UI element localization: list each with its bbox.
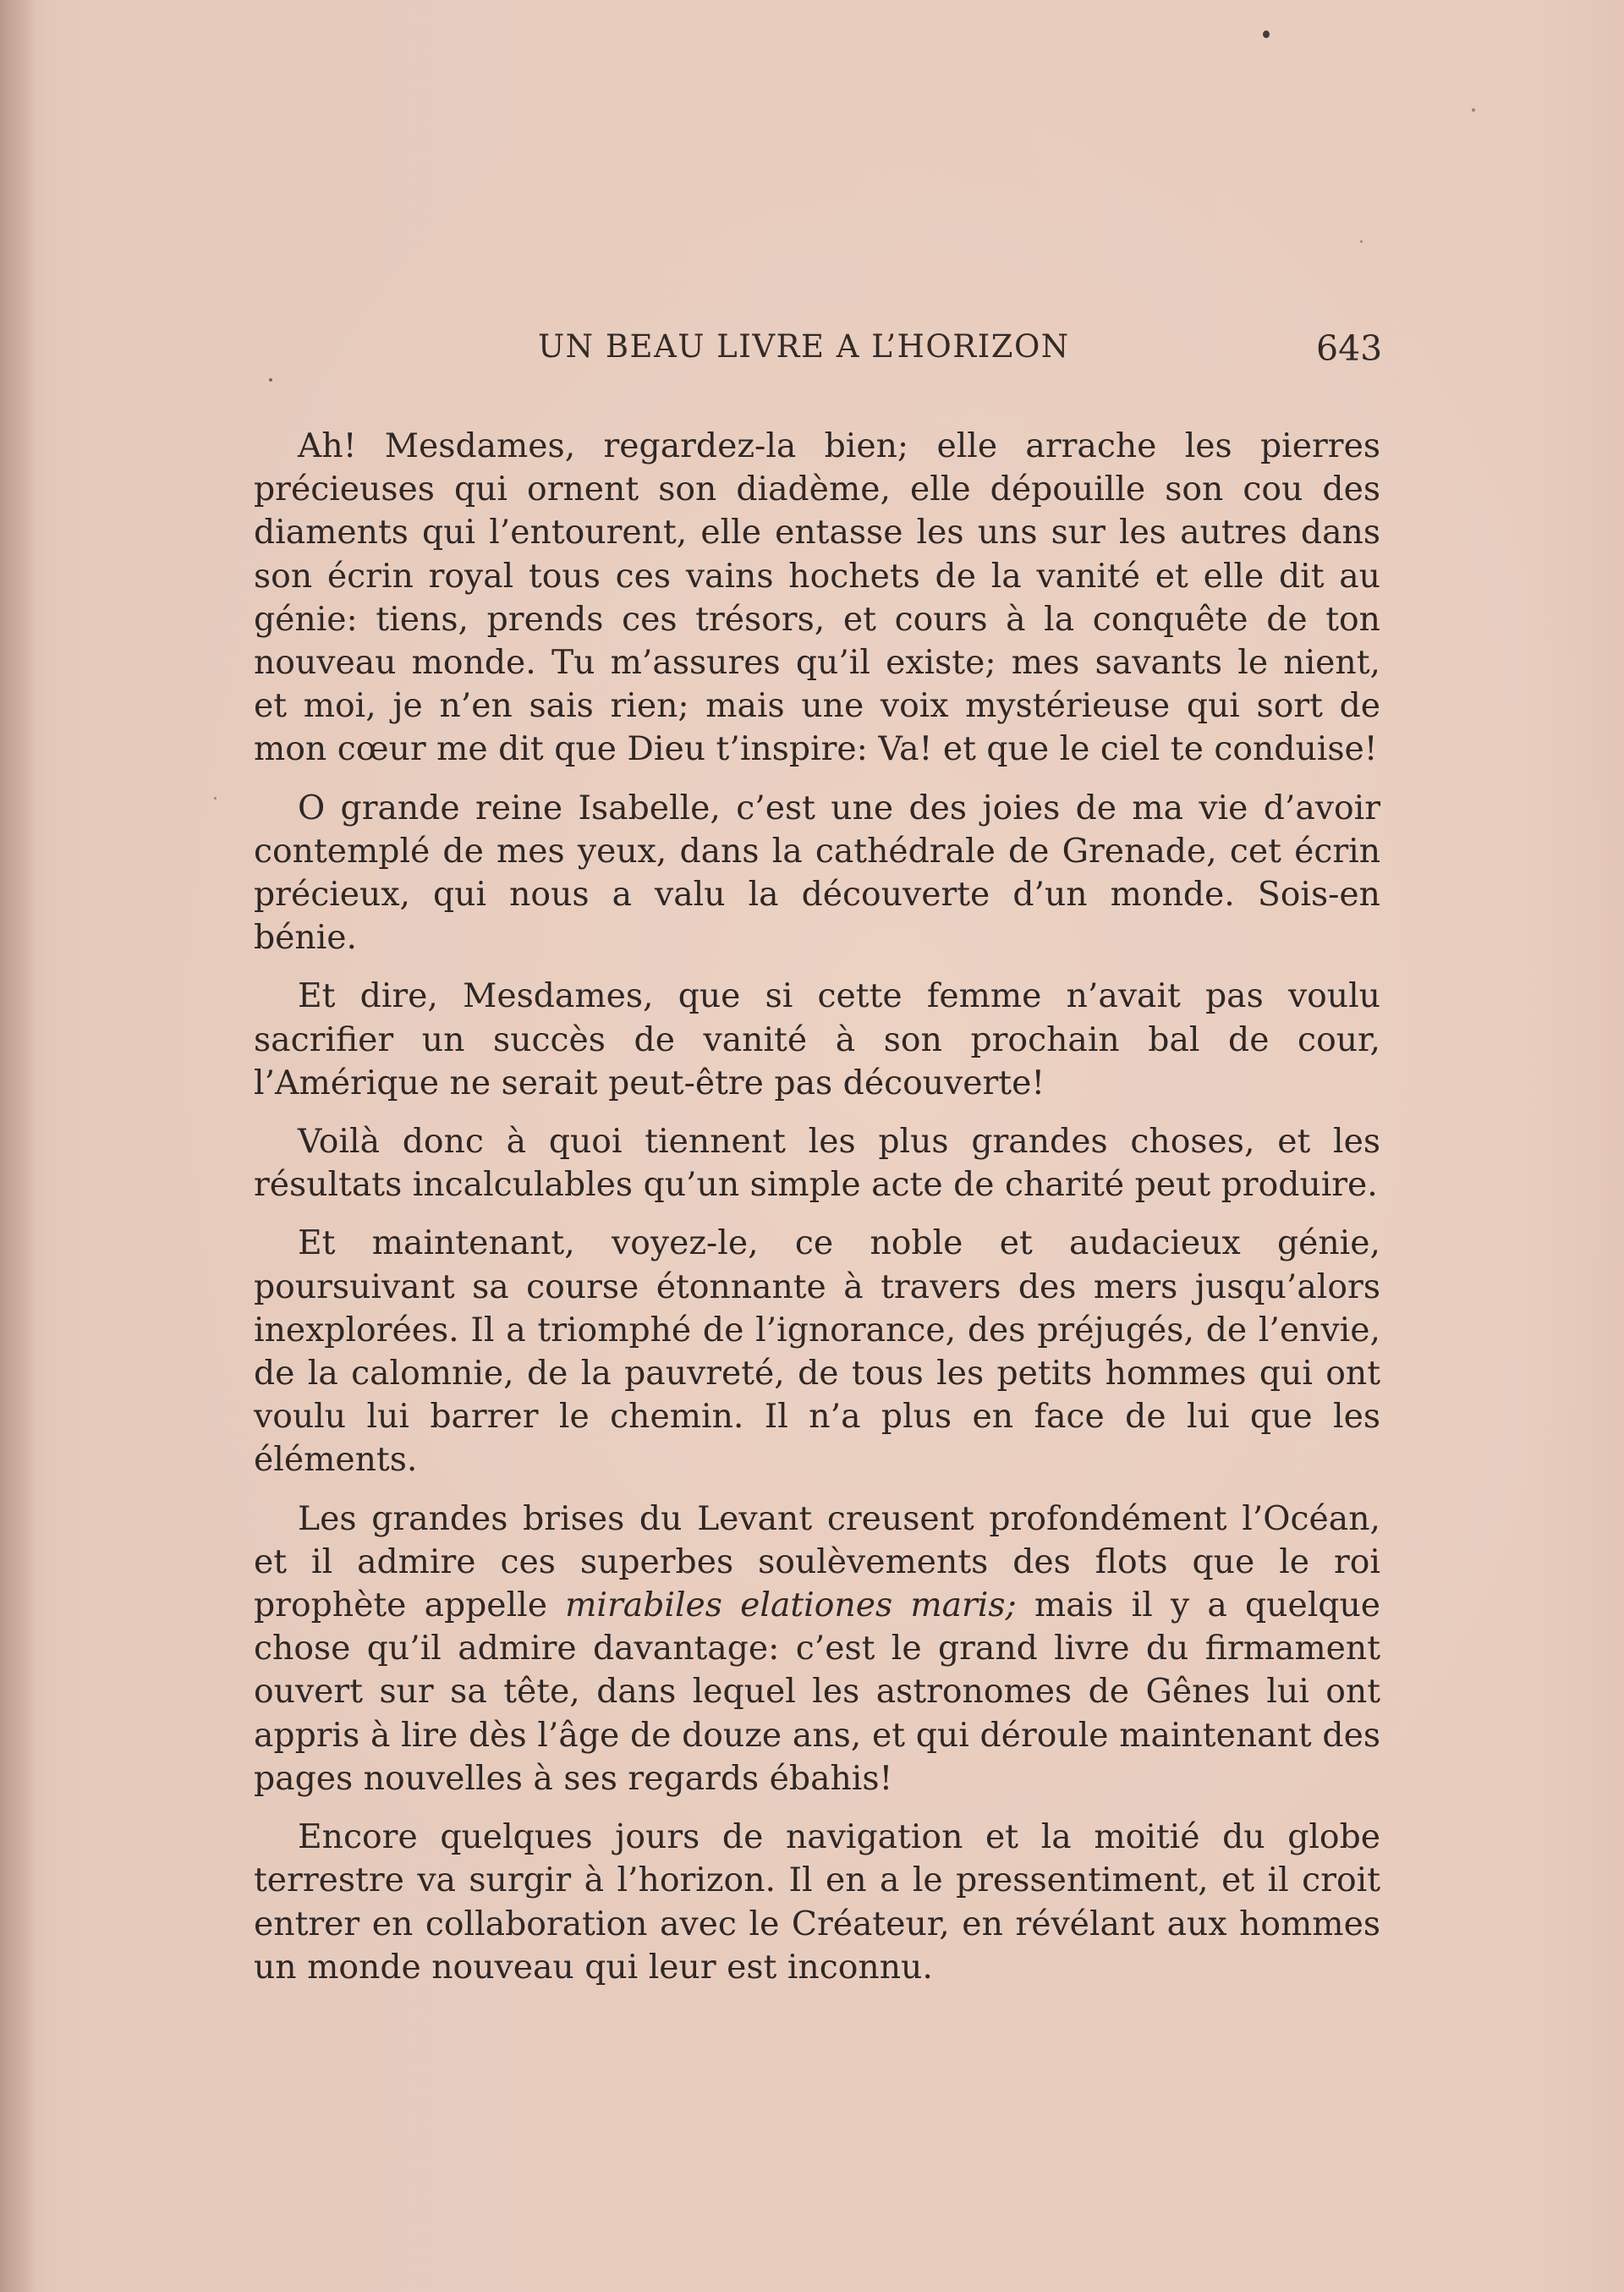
paragraph: O grande reine Isabelle, c’est une des joies de ma vie d’avoir contemplé de mes yeux, dans la cathédrale de Grenade, cet écrin précieux, qui nous a valu la découverte d’un monde. Sois-en bénie. xyxy=(254,789,1380,958)
paragraph: Et maintenant, voyez-le, ce noble et audacieux génie, poursuivant sa course étonnante à travers des mers jusqu’alors inexplorées. Il a triomphé de l’ignorance, des préjugés, de l’envie, de la calomnie, de la pauvreté, de tous les petits hommes qui ont voulu lui barrer le chemin. Il n’a plus en face de lui que les éléments. xyxy=(254,1224,1380,1480)
paragraph: Et dire, Mesdames, que si cette femme n’avait pas voulu sacrifier un succès de vanité à son prochain bal de cour, l’Amérique ne serait peut-être pas découverte! xyxy=(254,977,1380,1102)
page-gutter-shadow xyxy=(0,0,36,2292)
ink-speck xyxy=(1472,108,1475,112)
ink-speck xyxy=(214,797,217,800)
latin-quotation: mirabiles elationes maris; xyxy=(565,1586,1017,1625)
paragraph-text: mais il y a quelque chose qu’il admire davantage: c’est le grand livre du firmament ouvert sur sa tête, dans lequel les astronomes de Gênes lui ont appris à lire dès l’âge de douze ans, et qui déroule maintenant des pages nouvelles à ses regards ébahis! xyxy=(254,1586,1381,1798)
paragraph-text: Les grandes brises du Levant creusent profondément l’Océan, et il admire ces superbes soulèvements des flots que le roi prophète appelle xyxy=(254,1499,1380,1625)
body-text xyxy=(254,425,1380,2004)
page-number: 643 xyxy=(1316,328,1383,369)
paragraph: Ah! Mesdames, regardez-la bien; elle arrache les pierres précieuses qui ornent son diadème, elle dépouille son cou des diaments qui l’entourent, elle entasse les uns sur les autres dans son écrin royal tous ces vains hochets de la vanité et elle dit au génie: tiens, prends ces trésors, et cours à la conquête de ton nouveau monde. Tu m’assures qu’il existe; mes savants le nient, et moi, je n’en sais rien; mais une voix mystérieuse qui sort de mon cœur me dit que Dieu t’inspire: Va! et que le ciel te conduise! xyxy=(254,427,1380,769)
running-title: UN BEAU LIVRE A L’HORIZON xyxy=(538,328,1070,365)
ink-speck xyxy=(269,378,272,382)
paragraph xyxy=(254,1498,1380,1800)
ink-speck xyxy=(1263,30,1270,38)
ink-speck xyxy=(1360,240,1363,243)
paragraph: Encore quelques jours de navigation et la moitié du globe terrestre va surgir à l’horizon. Il en a le pressentiment, et il croit entrer en collaboration avec le Créateur, en révélant aux hommes un monde nouveau qui leur est inconnu. xyxy=(254,1818,1380,1987)
page-header xyxy=(538,328,1384,387)
paragraph: Voilà donc à quoi tiennent les plus grandes choses, et les résultats incalculables qu’un simple acte de charité peut produire. xyxy=(254,1123,1380,1205)
